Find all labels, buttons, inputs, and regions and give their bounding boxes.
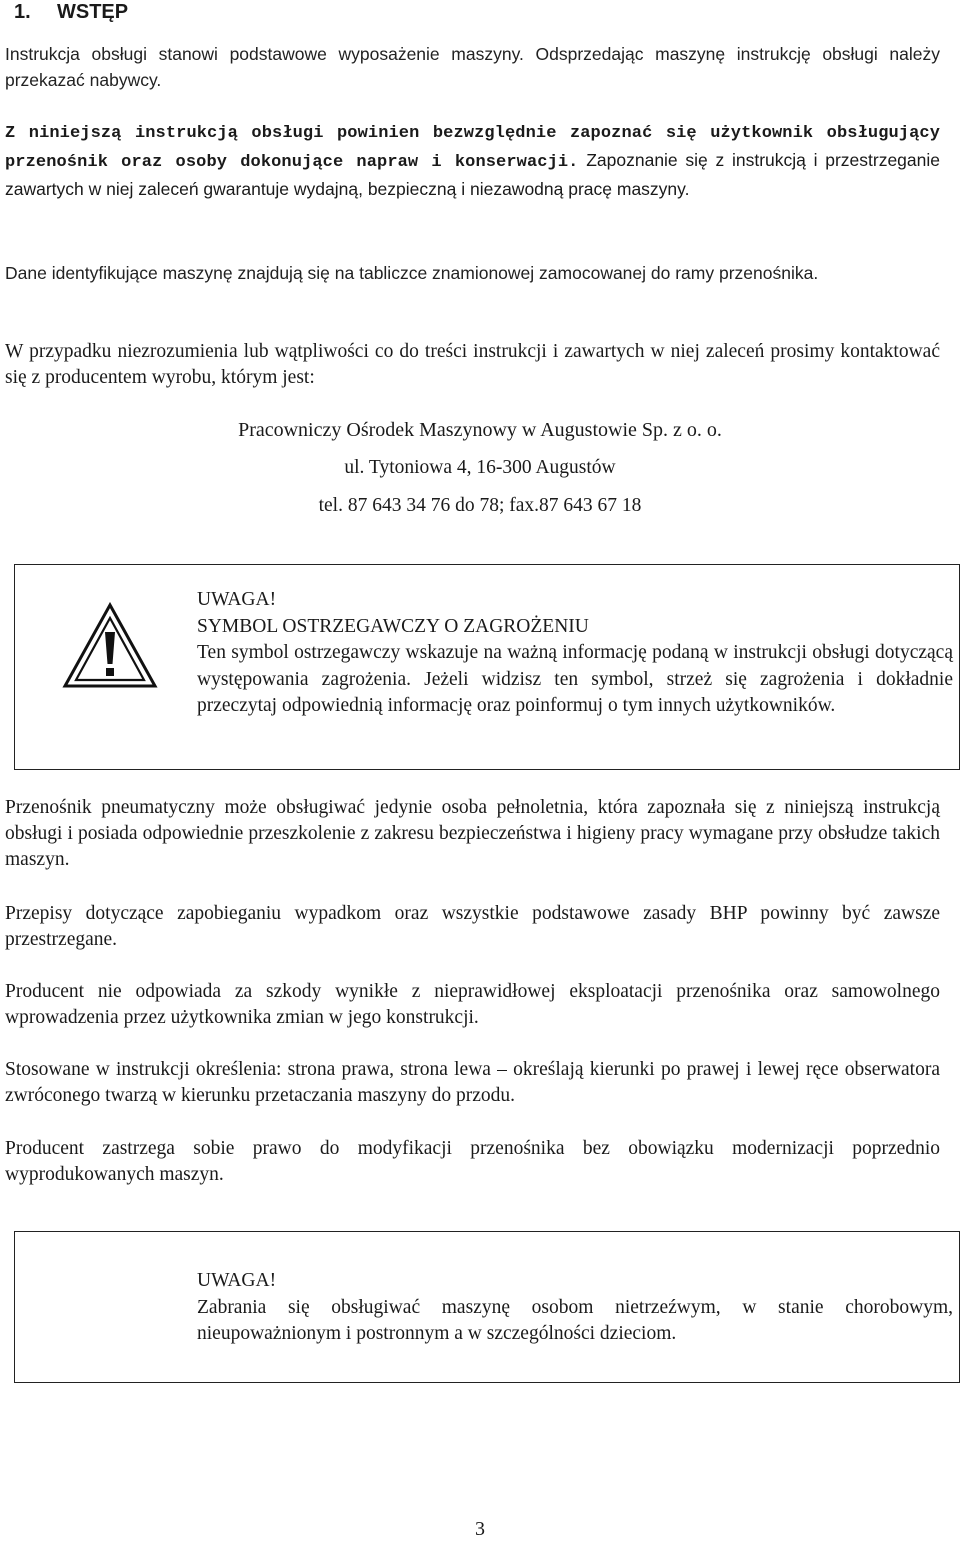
warning-label: UWAGA! xyxy=(197,589,277,610)
warning-heading: SYMBOL OSTRZEGAWCZY O ZAGROŻENIU xyxy=(197,615,589,637)
section-heading xyxy=(14,1,128,24)
prohibition-description: Zabrania się obsługiwać maszynę osobom nietrzeźwym, w stanie chorobowym, nieupoważnionym i postronnym a w szczególności dzieciom. xyxy=(197,1296,953,1344)
modification-rights-paragraph: Producent zastrzega sobie prawo do modyfikacji przenośnika bez obowiązku modernizacji poprzednio wyprodukowanych maszyn. xyxy=(5,1138,940,1185)
warning-box-hazard-text xyxy=(197,587,953,720)
intro-paragraph: Instrukcja obsługi stanowi podstawowe wyposażenie maszyny. Odsprzedając maszynę instrukcję obsługi należy przekazać nabywcy. xyxy=(5,44,940,90)
safety-rules-paragraph: Przepisy dotyczące zapobieganiu wypadkom oraz wszystkie podstawowe zasady BHP powinny być zawsze przestrzegane. xyxy=(5,903,940,950)
section-title: WSTĘP xyxy=(57,1,129,23)
company-name: Pracowniczy Ośrodek Maszynowy w Augustowie Sp. z o. o. xyxy=(238,419,722,441)
direction-terms-paragraph: Stosowane w instrukcji określenia: strona prawa, strona lewa – określają kierunki po prawej i lewej ręce obserwatora zwróconego twarzą w kierunku przetaczania maszyny do przodu. xyxy=(5,1059,940,1106)
requirements-paragraph xyxy=(5,119,940,203)
warning-description: Ten symbol ostrzegawczy wskazuje na ważną informację podaną w instrukcji obsługi dotyczącą występowania zagrożenia. Jeżeli widzisz ten symbol, strzeż się zagrożenia i dokładnie przeczytaj odpowiednią informację oraz poinformuj o tym innych użytkowników. xyxy=(197,642,953,716)
section-number: 1. xyxy=(14,1,31,23)
operator-qualification-paragraph: Przenośnik pneumatyczny może obsługiwać jedynie osoba pełnoletnia, która zapoznała się z niniejszą instrukcją obsługi i posiada odpowiednie przeszkolenie z zakresu bezpieczeństwa i higieny pracy wymagane przy obsłudze takich maszyn. xyxy=(5,797,940,870)
requirements-bold-text: Z niniejszą instrukcją obsługi powinien bezwzględnie zapoznać się użytkownik obsługujący przenośnik oraz osoby dokonujące napraw i konserwacji. xyxy=(5,124,940,172)
prohibition-label: UWAGA! xyxy=(197,1270,277,1291)
contact-intro-paragraph: W przypadku niezrozumienia lub wątpliwości co do treści instrukcji i zawartych w niej zaleceń prosimy kontaktować się z producentem wyrobu, którym jest: xyxy=(5,341,940,388)
company-phone: tel. 87 643 34 76 do 78; fax.87 643 67 18 xyxy=(318,495,642,516)
warning-triangle-icon xyxy=(62,602,158,689)
warning-box-prohibition xyxy=(14,1231,960,1383)
liability-paragraph: Producent nie odpowiada za szkody wynikłe z nieprawidłowej eksploatacji przenośnika oraz samowolnego wprowadzenia przez użytkownika zmian w jego konstrukcji. xyxy=(5,981,940,1028)
requirements-text: Zapoznanie się z instrukcją i przestrzeganie zawartych w niej zaleceń gwarantuje wydajną, bezpieczną i niezawodną pracę maszyny. xyxy=(5,150,940,199)
warning-box-prohibition-text xyxy=(197,1268,953,1348)
identification-paragraph: Dane identyfikujące maszynę znajdują się na tabliczce znamionowej zamocowanej do ramy przenośnika. xyxy=(5,263,819,283)
page-number: 3 xyxy=(475,1518,485,1540)
company-address: ul. Tytoniowa 4, 16-300 Augustów xyxy=(344,457,616,478)
warning-box-hazard-symbol xyxy=(14,564,960,770)
